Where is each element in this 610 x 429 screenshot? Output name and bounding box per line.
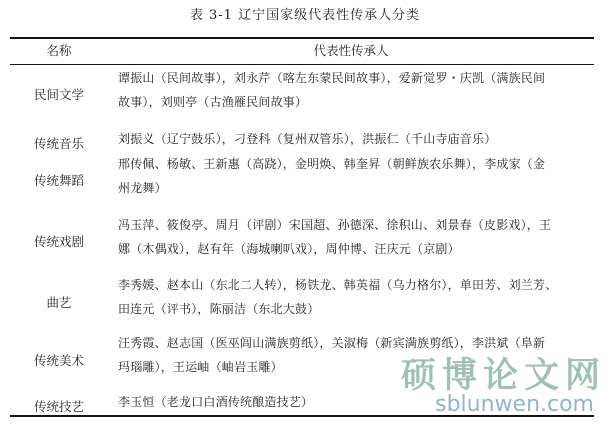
row-representatives	[118, 127, 590, 151]
rep-line: 谭振山（民间故事），刘永芹（喀左东蒙民间故事），爱新觉罗・庆凯（满族民间	[118, 71, 546, 85]
watermark-url: sblunwen.com	[435, 392, 594, 417]
row-category: 传统美术	[33, 353, 84, 368]
row-representatives	[118, 213, 590, 261]
rep-line: 邢传佩、杨敏、王新惠（高跷），金明焕、韩奎昇（朝鲜族农乐舞），李成家（金	[118, 157, 546, 171]
row-category: 曲艺	[46, 295, 72, 310]
row-category: 传统戏剧	[33, 234, 84, 249]
rep-line: 李秀媛、赵本山（东北二人转），杨铁龙、韩英福（乌力格尔），单田芳、刘兰芳、	[118, 278, 558, 292]
watermark-brand: 硕博论文网	[400, 355, 606, 396]
row-category: 传统音乐	[33, 136, 84, 151]
row-representatives	[118, 152, 590, 200]
rep-line: 州龙舞）	[118, 181, 167, 195]
row-category: 民间文学	[33, 87, 84, 102]
row-category: 传统技艺	[33, 399, 84, 414]
row-representatives	[118, 66, 590, 114]
rep-line: 娜（木偶戏），赵有年（海城喇叭戏），周仲博、汪庆元（京剧）	[118, 242, 460, 256]
rep-line: 田连元（评书），陈丽洁（东北大鼓）	[118, 302, 320, 316]
rep-line: 玛瑙雕），王运岫（岫岩玉雕）	[118, 360, 283, 374]
row-representatives	[118, 273, 590, 321]
rep-line: 故事），刘则亭（古渔雁民间故事）	[118, 95, 308, 109]
header-rule	[10, 64, 594, 65]
header-representatives: 代表性传承人	[313, 43, 389, 58]
header-category: 名称	[46, 43, 72, 58]
rep-line: 汪秀霞、赵志国（医巫闾山满族剪纸），关淑梅（新宾满族剪纸），李洪斌（阜新	[118, 336, 546, 350]
rep-line: 李玉恒（老龙口白酒传统酿造技艺）	[118, 395, 314, 409]
table-caption: 表 3-1 辽宁国家级代表性传承人分类	[189, 8, 421, 23]
rep-line: 刘振义（辽宁鼓乐），刁登科（复州双管乐），洪振仁（千山寺庙音乐）	[118, 132, 497, 146]
row-category: 传统舞蹈	[33, 173, 84, 188]
rep-line: 冯玉萍、筱俊亭、周月（评剧）宋国超、孙德深、徐积山、刘景春（皮影戏），王	[118, 218, 552, 232]
